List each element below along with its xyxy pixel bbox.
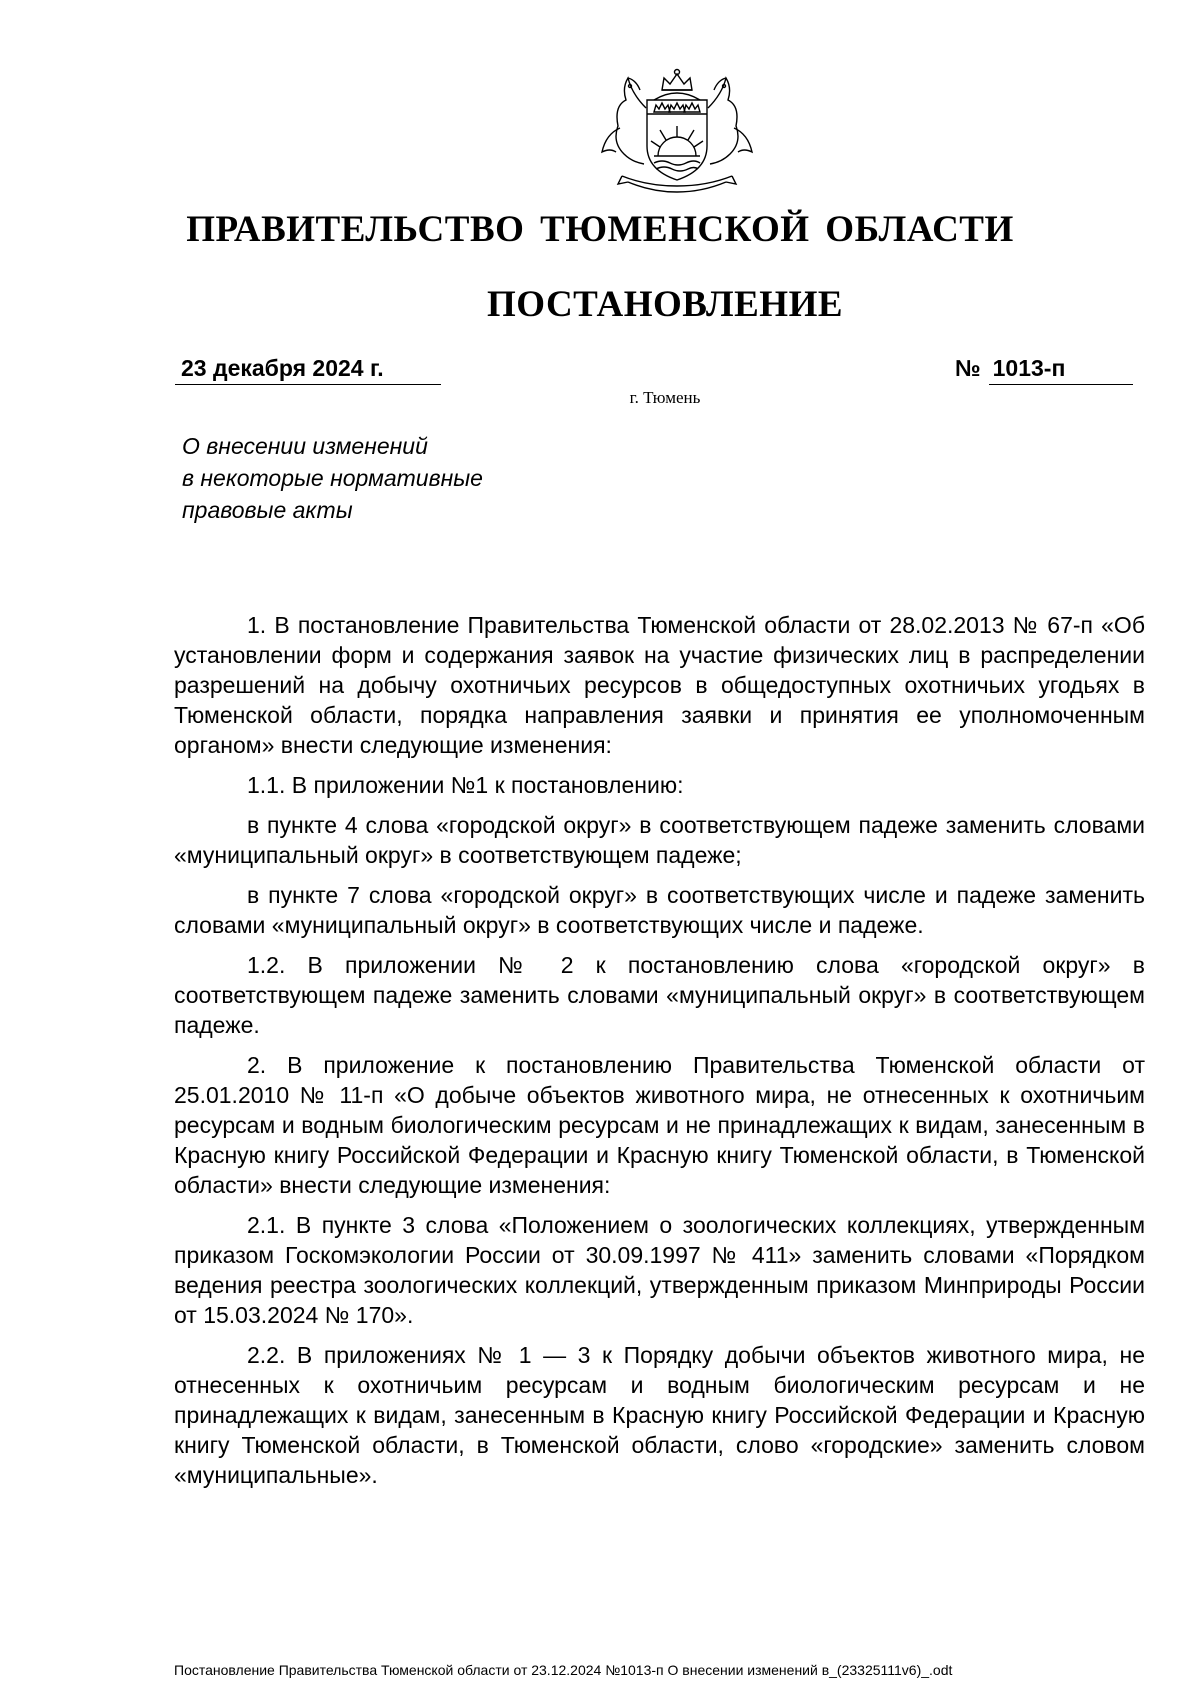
body-paragraph: 2.2. В приложениях № 1 — 3 к Порядку добычи объектов животного мира, не отнесенных к охотничьим ресурсам и водным биологическим ресурсам и не принадлежащих к видам, занесенным в Красную книгу Российской Федерации и Красную книгу Тюменской области, в Тюменской области, слово «городские» заменить словом «муниципальные».	[174, 1342, 1145, 1488]
subject-line: правовые акты	[182, 497, 353, 523]
body-paragraph: 1.1. В приложении №1 к постановлению:	[247, 772, 684, 798]
subject-line: в некоторые нормативные	[182, 465, 483, 491]
document-city: г. Тюмень	[629, 388, 701, 407]
document-date: 23 декабря 2024 г.	[175, 355, 441, 385]
document-number-field	[955, 355, 1135, 385]
document-number: 1013-п	[989, 355, 1133, 385]
body-paragraph: 2. В приложение к постановлению Правительства Тюменской области от 25.01.2010 № 11-п «О добыче объектов животного мира, не отнесенных к охотничьим ресурсам и водным биологическим ресурсам и не принадлежащих к видам, занесенным в Красную книгу Российской Федерации и Красную книгу Тюменской области, в Тюменской области» внести следующие изменения:	[174, 1052, 1145, 1198]
organization-title: ПРАВИТЕЛЬСТВО ТЮМЕНСКОЙ ОБЛАСТИ	[186, 209, 1014, 250]
body-paragraph: 1. В постановление Правительства Тюменской области от 28.02.2013 № 67-п «Об установлении форм и содержания заявок на участие физических лиц в распределении разрешений на добычу охотничьих ресурсов в общедоступных охотничьих угодьях в Тюменской области, порядка направления заявки и принятия ее уполномоченным органом» внести следующие изменения:	[174, 612, 1145, 758]
number-sign: №	[955, 355, 981, 381]
document-subject	[182, 430, 602, 526]
document-type-title: ПОСТАНОВЛЕНИЕ	[486, 284, 844, 325]
coat-of-arms-emblem	[592, 68, 762, 198]
body-paragraph: в пункте 7 слова «городской округ» в соответствующих числе и падеже заменить словами «муниципальный округ» в соответствующих числе и падеже.	[174, 882, 1145, 938]
subject-line: О внесении изменений	[182, 433, 428, 459]
document-footer: Постановление Правительства Тюменской области от 23.12.2024 №1013-п О внесении изменений в_(23325111v6)_.odt	[174, 1662, 953, 1678]
body-paragraph: 1.2. В приложении № 2 к постановлению слова «городской округ» в соответствующем падеже заменить словами «муниципальный округ» в соответствующем падеже.	[174, 952, 1145, 1038]
document-body	[174, 610, 1145, 1500]
body-paragraph: в пункте 4 слова «городской округ» в соответствующем падеже заменить словами «муниципальный округ» в соответствующем падеже;	[174, 812, 1145, 868]
body-paragraph: 2.1. В пункте 3 слова «Положением о зоологических коллекциях, утвержденным приказом Госкомэкологии России от 30.09.1997 № 411» заменить словами «Порядком ведения реестра зоологических коллекций, утвержденным приказом Минприроды России от 15.03.2024 № 170».	[174, 1212, 1145, 1328]
